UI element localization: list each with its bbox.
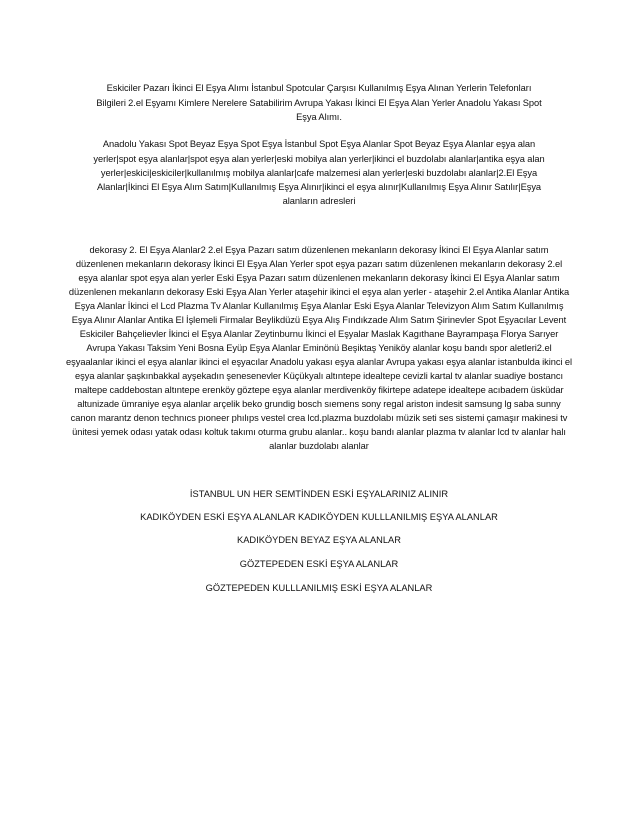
heading-goztepe-kullanilmis: GÖZTEPEDEN KULLLANILMIŞ ESKİ EŞYA ALANLAR xyxy=(205,583,433,593)
keywords-paragraph: Anadolu Yakası Spot Beyaz Eşya Spot Eşya İstanbul Spot Eşya Alanlar Spot Beyaz Eşya Alanlar eşya alan yerler|spot eşya alanlar|spot eşya alan yerler|eski mobilya alan yerler|ikinci el buzdolabı alanlar|antika eşya alan yerler|eskici|eskiciler|kullanılmış mobilya alanlar|cafe malzemesi alan yerler|eski buzdolabı alanlar|2.El Eşya Alanlar|İkinci El Eşya Alım Satım|Kullanılmış Eşya Alınır|ikinci el eşya alınır|Kullanılmış Eşya Alınır Satılır|Eşya alanların adresleri xyxy=(93,139,545,207)
locations-paragraph: dekorasy 2. El Eşya Alanlar2 2.el Eşya Pazarı satım düzenlenen mekanların dekorasy İkinci El Eşya Alanlar satım düzenlenen mekanların dekorasy İkinci El Eşya Alan Yerler spot eşya pazarı satım düzenlenen mekanların dekorasy 2.el eşya alanlar spot eşya alan yerler Eski Eşya Pazarı satım düzenlenen mekanların dekorasy İkinci El Eşya Alanlar satım düzenlenen mekanların dekorasy Eski Eşya Alan Yerler ataşehir ikinci el eşya alan yerler - ataşehir 2.el Antika Alanlar Antika Eşya Alanlar İkinci el Lcd Plazma Tv Alanlar Kullanılmış Eşya Alanlar Eski Eşya Alanlar Televizyon Alım Satım Kullanılmış Eşya Alınır Alanlar Antika El İşlemeli Firmalar Beylikdüzü Eşya Alış Fındıkzade Alım Satım Şirinevler Spot Eşyacılar Levent Eskiciler Bahçelievler İkinci el Eşya Alanlar Zeytinburnu İkinci el Eşyalar Maslak Kagıthane Bayrampaşa Florya Sarıyer Avrupa Yakası Taksim Yeni Bosna Eyüp Eşya Alanlar Eminönü Beşiktaş Yeniköy alanlar koşu bandı spor aletleri2.el eşyaalanlar ikinci el eşya alanlar ikinci el eşyacılar Anadolu yakası eşya alanlar Avrupa yakası eşya alanlar istanbulda ikinci el eşya alanlar şaşkınbakkal ayşekadın şenesenevler Küçükyalı altıntepe idealtepe cevizli kartal tv alanlar suadiye bostancı maltepe caddebostan altıntepe erenköy göztepe eşya alanlar merdivenköy fikirtepe adatepe idealtepe acıbadem üsküdar altunizade ümraniye eşya alanlar arçelik beko grundig bosch sıemens sony regal ariston indesit samsung lg saba sunny canon marantz denon technıcs pıoneer phılıps vestel crea lcd.plazma buzdolabı müzik seti ses sistemi çamaşır makinesi tv ünitesi yemek odası yatak odası koltuk takımı oturma grubu alanlar.. koşu bandı alanlar plazma tv alanlar lcd tv alanlar halı alanlar buzdolabı alanlar xyxy=(66,245,572,452)
intro-paragraph: Eskiciler Pazarı İkinci El Eşya Alımı İstanbul Spotcular Çarşısı Kullanılmış Eşya Alınan Yerlerin Telefonları Bilgileri 2.el Eşyamı Kimlere Nerelere Satabilirim Avrupa Yakası İkinci El Eşya Alan Yerler Anadolu Yakası Spot Eşya Alımı. xyxy=(96,83,542,122)
heading-kadikoy-eski: KADIKÖYDEN ESKİ EŞYA ALANLAR KADIKÖYDEN KULLLANILMIŞ EŞYA ALANLAR xyxy=(140,512,498,522)
heading-istanbul: İSTANBUL UN HER SEMTİNDEN ESKİ EŞYALARINIZ ALINIR xyxy=(189,489,449,499)
heading-kadikoy-beyaz: KADIKÖYDEN BEYAZ EŞYA ALANLAR xyxy=(237,535,401,545)
heading-goztepe-eski: GÖZTEPEDEN ESKİ EŞYA ALANLAR xyxy=(239,559,399,569)
